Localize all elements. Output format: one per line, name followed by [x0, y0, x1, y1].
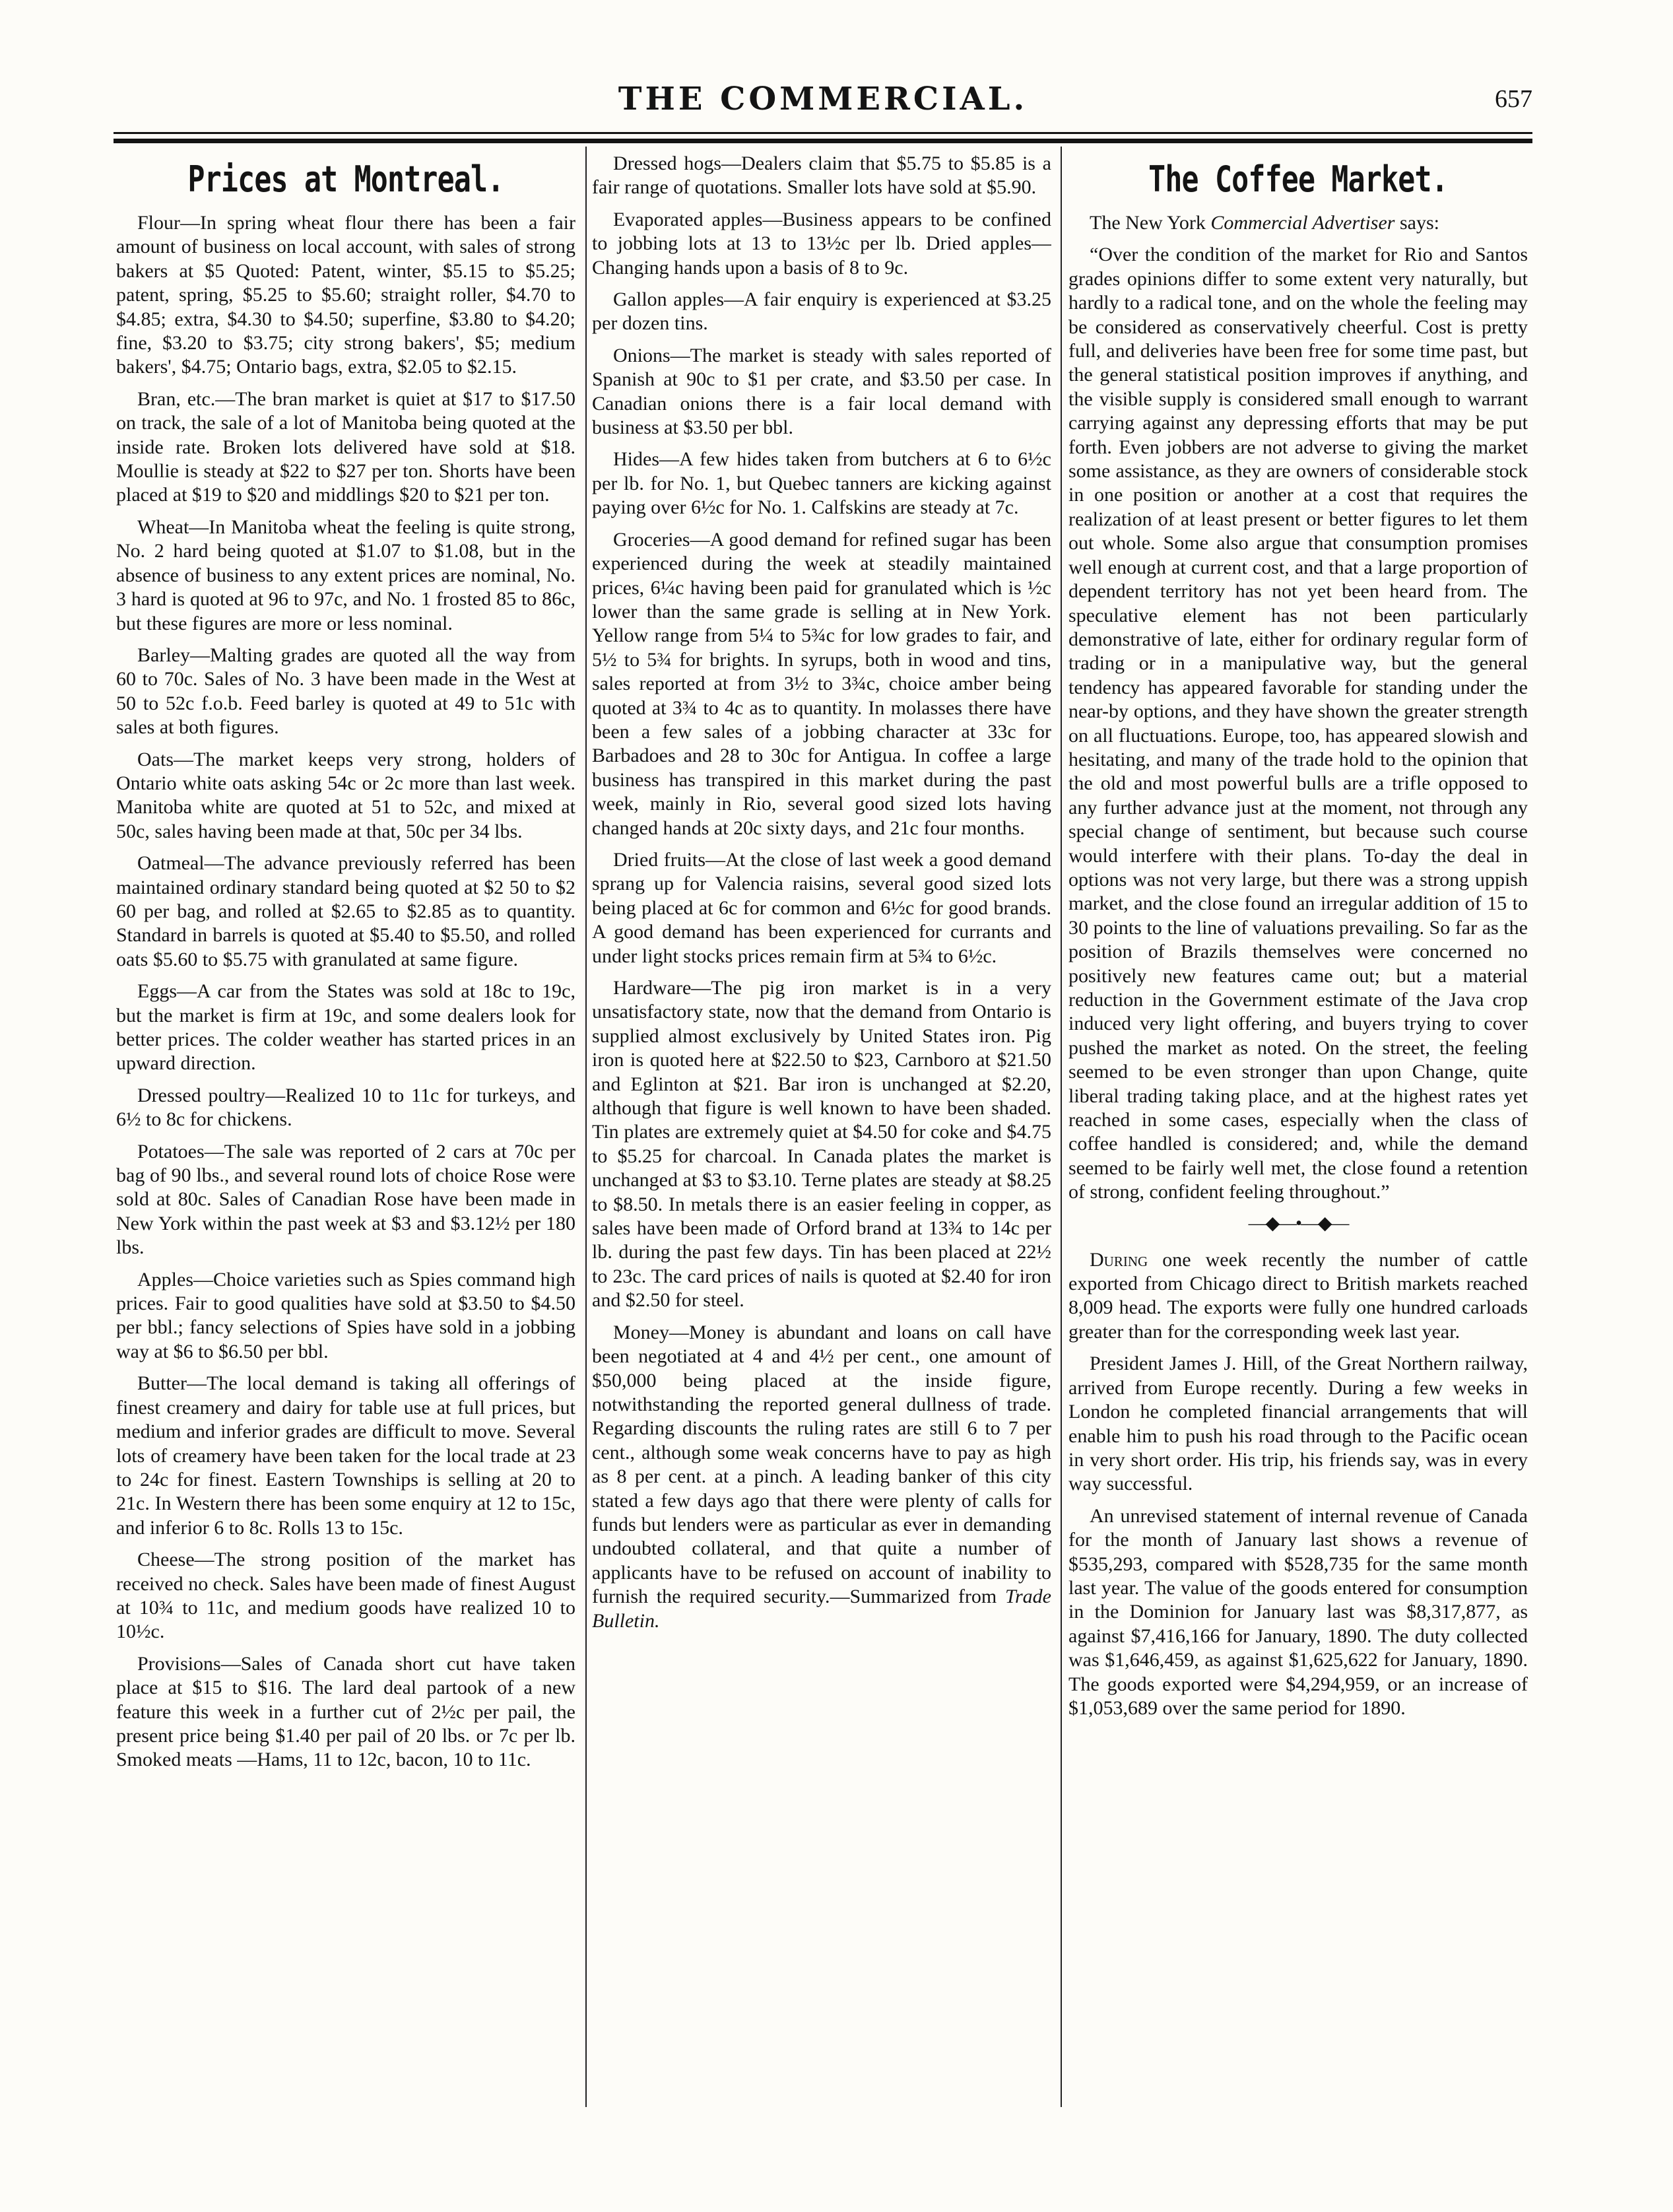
paragraph-wheat: Wheat—In Manitoba wheat the feeling is quite strong, No. 2 hard being quoted at $1.07 to $1.08, but in the absence of business to any extent prices are nominal, No. 3 hard is quoted at 96 to 97c, and No. 1 frosted 85 to 86c, but these figures are more or less nominal.: [116, 516, 575, 634]
paragraph-cheese: Cheese—The strong position of the market has received no check. Sales have been made of finest August at 10¾ to 11c, and medium goods have realized 10 to 10½c.: [116, 1549, 575, 1643]
header-rule-thin: [114, 132, 1532, 134]
paragraph-barley: Barley—Malting grades are quoted all the way from 60 to 70c. Sales of No. 3 have been made in the West at 50 to 52c f.o.b. Feed barley is quoted at 49 to 51c with sales at both figures.: [116, 644, 575, 739]
paragraph-dried-fruits: Dried fruits—At the close of last week a good demand sprang up for Valencia raisins, several good sized lots being placed at 6c for common and 6½c for good brands. A good demand has been experienced for currants and under light stocks prices remain firm at 5¾ to 6½c.: [592, 848, 1051, 967]
article-heading-coffee-market: The Coffee Market.: [1148, 158, 1448, 200]
coffee-intro-text: The New York: [1090, 212, 1211, 234]
column-1: [116, 152, 575, 2126]
header-rule-thick: [114, 139, 1532, 143]
paragraph-poultry: Dressed poultry—Realized 10 to 11c for turkeys, and 6½ to 8c for chickens.: [116, 1084, 575, 1131]
source-commercial-advertiser: Commercial Advertiser: [1210, 212, 1395, 234]
paragraph-cattle-exports: [1068, 1248, 1528, 1345]
source-trade-bulletin: Trade Bulletin.: [592, 1586, 1051, 1632]
paragraph-potatoes: Potatoes—The sale was reported of 2 cars at 70c per bag of 90 lbs., and several round lots of choice Rose were sold at 80c. Sales of Canadian Rose have been made in New York within the past week at $3 and $3.12½ per 180 lbs.: [116, 1140, 575, 1259]
paragraph-apples: Apples—Choice varieties such as Spies command high prices. Fair to good qualities have sold at $3.50 to $4.50 per bbl.; fancy selections of Spies have sold in a jobbing way at $6 to $6.50 per bbl.: [116, 1268, 575, 1362]
paragraph-dressed-hogs: Dressed hogs—Dealers claim that $5.75 to $5.85 is a fair range of quotations. Smaller lots have sold at $5.90.: [592, 152, 1051, 199]
paragraph-gallon-apples: Gallon apples—A fair enquiry is experienced at $3.25 per dozen tins.: [592, 288, 1051, 335]
paragraph-butter: Butter—The local demand is taking all offerings of finest creamery and dairy for table use at full prices, but medium and inferior grades are difficult to move. Several lots of creamery have been taken for the local trade at 23 to 24c for finest. Eastern Townships is selling at 20 to 21c. In Western there has been some enquiry at 12 to 15c, and inferior 6 to 8c. Rolls 13 to 15c.: [116, 1372, 575, 1539]
column-rule-1: [585, 147, 587, 2107]
paragraph-bran: Bran, etc.—The bran market is quiet at $17 to $17.50 on track, the sale of a lot of Manitoba being quoted at the inside rate. Broken lots delivered have sold at $18. Moullie is steady at $22 to $27 per ton. Shorts have been placed at $19 to $20 and middlings $20 to $21 per ton.: [116, 387, 575, 506]
page-header: [114, 81, 1532, 133]
paragraph-evaporated-apples: Evaporated apples—Business appears to be confined to jobbing lots at 13 to 13½c per lb. Dried apples—Changing hands upon a basis of 8 to 9c.: [592, 208, 1051, 279]
cattle-exports-text: one week recently the number of cattle exported from Chicago direct to British markets reached 8,009 head. The exports were fully one hundred carloads greater than for the corresponding week last year.: [1068, 1248, 1528, 1343]
masthead: THE COMMERCIAL.: [618, 81, 1028, 117]
paragraph-hardware: Hardware—The pig iron market is in a very unsatisfactory state, now that the demand from Ontario is supplied almost exclusively by United States iron. Pig iron is quoted here at $22.50 to $23, Carnboro at $21.50 and Eglinton at $21. Bar iron is unchanged at $2.20, although that figure is well known to have been shaded. Tin plates are extremely quiet at $4.50 for coke and $4.75 to $5.25 for charcoal. In Canada plates the market is unchanged at $3 to $3.10. Terne plates are steady at $8.25 to $8.50. In metals there is an easier feeling in copper, as sales have been made of Orford brand at 13¾ to 14c per lb. during the past few days. Tin has been placed at 22½ to 23c. The card prices of nails is quoted at $2.40 for iron and $2.50 for steel.: [592, 977, 1051, 1312]
paragraph-provisions: Provisions—Sales of Canada short cut have taken place at $15 to $16. The lard deal partook of a new feature this week in a further cut of 2½c per pail, the present price being $1.40 per pail of 20 lbs. or 7c per lb. Smoked meats —Hams, 11 to 12c, bacon, 10 to 11c.: [116, 1652, 575, 1771]
column-2: [592, 152, 1051, 2126]
money-text: Money—Money is abundant and loans on call have been negotiated at 4 and 4½ per cent., one amount of $50,000 being placed at the inside figure, notwithstanding the reported general dullness of trade. Regarding discounts the ruling rates are still 6 to 7 per cent., although some weak concerns have to pay as high as 8 per cent. at a pinch. A leading banker of this city stated a few days ago that there were plenty of calls for funds but lenders were as particular as ever in demanding undoubted collateral, and that quite a number of applicants have to be refused on account of inability to furnish the required security.—Summarized from: [592, 1321, 1051, 1608]
paragraph-groceries: Groceries—A good demand for refined sugar has been experienced during the week at steadily maintained prices, 6¼c having been paid for granulated which is ½c lower than the same grade is selling at in New York. Yellow range from 5¼ to 5¾c for low grades to fair, and 5½ to 5¾ for brights. In syrups, both in wood and tins, sales reported at from 3½ to 3¾c, choice amber being quoted at 3¾ to 4c as to quantity. In molasses there have been a few sales of a jobbing character at 33c for Barbadoes and 28 to 30c for Antigua. In coffee a large business has transpired in this market during the past week, mainly in Rio, several good sized lots having changed hands at 20c sixty days, and 21c four months.: [592, 528, 1051, 839]
lead-word: During: [1090, 1248, 1148, 1271]
paragraph-oats: Oats—The market keeps very strong, holders of Ontario white oats asking 54c or 2c more than last week. Manitoba white are quoted at 51 to 52c, and mixed at 50c, sales having been made at that, 50c per 34 lbs.: [116, 748, 575, 842]
paragraph-flour: Flour—In spring wheat flour there has been a fair amount of business on local account, with sales of strong bakers at $5 Quoted: Patent, winter, $5.15 to $5.25; patent, spring, $5.25 to $5.60; straight roller, $4.70 to $4.85; extra, $4.30 to $4.50; superfine, $3.80 to $4.20; fine, $3.20 to $3.75; city strong bakers', $5; medium bakers', $4.75; Ontario bags, extra, $2.05 to $2.15.: [116, 212, 575, 378]
article-heading-prices-montreal: Prices at Montreal.: [187, 158, 504, 200]
paragraph-hides: Hides—A few hides taken from butchers at 6 to 6½c per lb. for No. 1, but Quebec tanners are kicking against paying over 6½c for No. 1. Calfskins are steady at 7c.: [592, 448, 1051, 519]
paragraph-coffee-intro: [1068, 211, 1528, 235]
paragraph-oatmeal: Oatmeal—The advance previously referred has been maintained ordinary standard being quoted at $2 50 to $2 60 per bag, and rolled at $2.65 to $2.85 as to quantity. Standard in barrels is quoted at $5.40 to $5.50, and rolled oats $5.60 to $5.75 with granulated at same figure.: [116, 852, 575, 970]
column-3: [1068, 152, 1528, 2126]
paragraph-james-hill: President James J. Hill, of the Great Northern railway, arrived from Europe recently. During a few weeks in London he completed financial arrangements that will enable him to push his road through to the Pacific ocean in very short order. His trip, his friends say, was in every way successful.: [1068, 1353, 1528, 1495]
column-rule-2: [1061, 147, 1062, 2107]
paragraph-coffee-quote: “Over the condition of the market for Rio and Santos grades opinions differ to some extent very naturally, but hardly to a radical tone, and on the whole the feeling may be considered as conservatively cheerful. Cost is pretty full, and deliveries have been free for some time past, but the general statistical position improves if anything, and the visible supply is considered small enough to warrant carrying against any depressing efforts that may be put forth. Even jobbers are not adverse to giving the market some assistance, as they are owners of considerable stock in one position or another at a cost that requires the realization of at least present or better figures to let them out whole. Some also argue that consumption promises well enough at current cost, and that a large proportion of dependent territory has not yet been heard from. The speculative element has not been particularly demonstrative of late, either for ordinary regular form of trading or in a manipulative way, but the general tendency has appeared favorable for standing under the near-by options, and they have shown the greater strength on all fluctuations. Europe, too, has appeared slowish and hesitating, and many of the trade hold to the opinion that the old and most powerful bulls are a trifle opposed to any further advance just at the moment, not through any special change of sentiment, but because such course would interfere with their plans. To-day the deal in options was not very large, but there was a strong uppish market, and the close found an irregular addition of 15 to 30 points to the line of valuations prevailing. So far as the position of Brazils themselves were concerned no positively new features came out; but a material reduction in the Government estimate of the Java crop induced very light offering, and buyers trying to cover pushed the market as noted. On the street, the feeling seemed to be even stronger than upon Change, quite liberal trading taking place, and at the highest rates yet reached in some cases, especially when the class of coffee handled is considered; and, while the demand seemed to be fairly well met, the close found a retention of strong, confident feeling throughout.”: [1068, 244, 1528, 1203]
paragraph-internal-revenue: An unrevised statement of internal revenue of Canada for the month of January last shows a revenue of $535,293, compared with $528,735 for the same month last year. The value of the goods entered for consumption in the Dominion for January last was $8,317,877, as against $7,416,166 for January, 1890. The duty collected was $1,646,459, as against $1,625,622 for January, 1890. The goods exported were $4,294,959, or an increase of $1,053,689 over the same period for 1890.: [1068, 1504, 1528, 1719]
ornamental-divider: —◆—•—◆—: [1248, 1213, 1348, 1234]
paragraph-onions: Onions—The market is steady with sales reported of Spanish at 90c to $1 per crate, and $3.50 per case. In Canadian onions there is a fair local demand with business at $3.50 per bbl.: [592, 344, 1051, 439]
page-number: 657: [1495, 85, 1532, 113]
paragraph-eggs: Eggs—A car from the States was sold at 18c to 19c, but the market is firm at 19c, and some dealers look for better prices. The colder weather has started prices in an upward direction.: [116, 980, 575, 1075]
paragraph-money: [592, 1321, 1051, 1633]
coffee-says-text: says:: [1394, 212, 1439, 234]
